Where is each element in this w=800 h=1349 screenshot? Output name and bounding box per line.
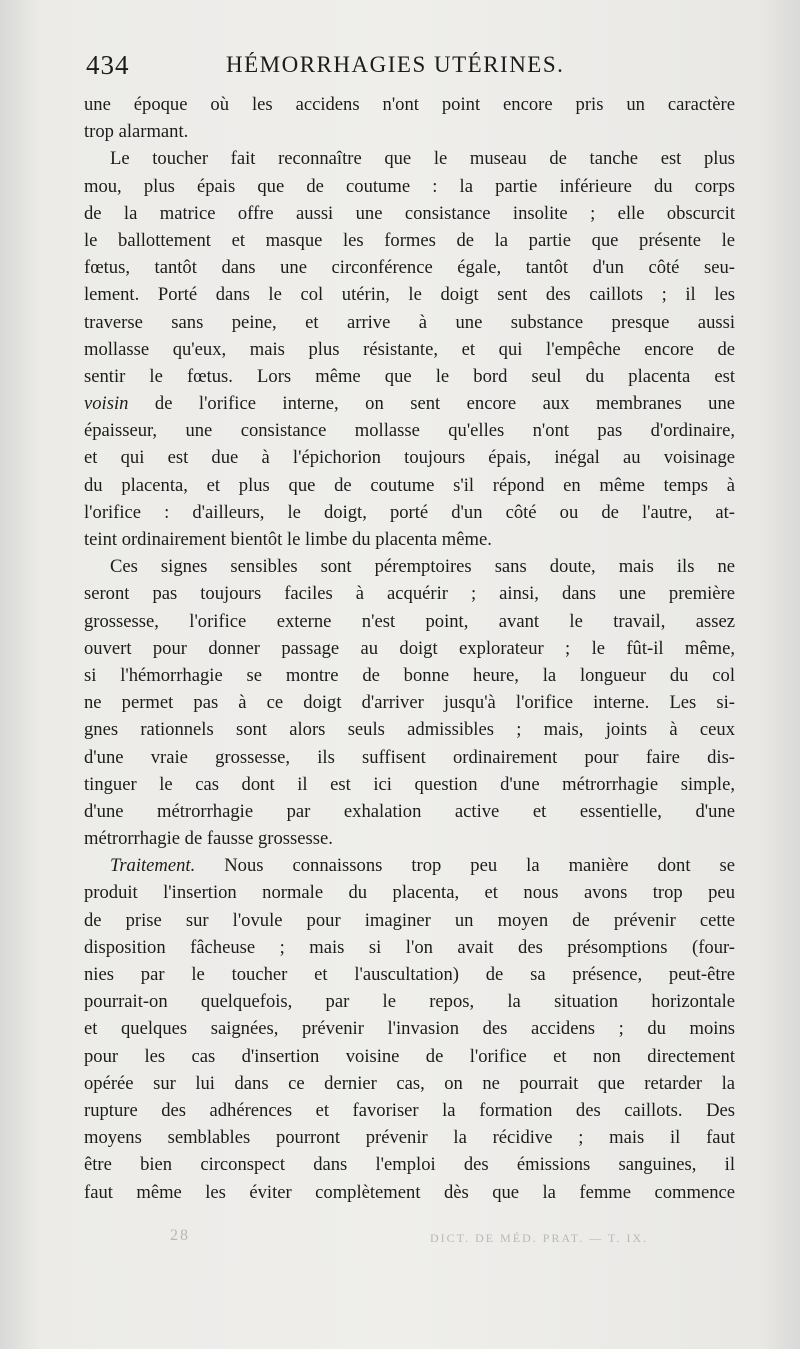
paragraph-start-line: Traitement. Nous connaissons trop peu la manière dont se: [110, 855, 735, 877]
text-line: gnes rationnels sont alors seuls admissibles ; mais, joints à ceux: [84, 719, 735, 741]
text-line: rupture des adhérences et favoriser la formation des caillots. Des: [84, 1099, 735, 1121]
text-line: grossesse, l'orifice externe n'est point, avant le travail, assez: [84, 610, 735, 632]
signature-text: DICT. DE MÉD. PRAT. — T. IX.: [430, 1231, 649, 1245]
signature-number: 28: [170, 1227, 190, 1244]
text-line: et qui est due à l'épichorion toujours épais, inégal au voisinage: [84, 447, 735, 469]
text-line: une époque où les accidens n'ont point encore pris un caractère: [84, 94, 735, 115]
text-line: opérée sur lui dans ce dernier cas, on ne pourrait que retarder la: [84, 1072, 735, 1094]
text-line: ouvert pour donner passage au doigt explorateur ; le fût-il même,: [84, 637, 735, 659]
text-line: si l'hémorrhagie se montre de bonne heure, la longueur du col: [84, 664, 735, 686]
text-line: traverse sans peine, et arrive à une substance presque aussi: [84, 311, 735, 333]
text-line: être bien circonspect dans l'emploi des émissions sanguines, il: [84, 1154, 735, 1176]
text-line: de prise sur l'ovule pour imaginer un moyen de prévenir cette: [84, 909, 735, 931]
text-line: mou, plus épais que de coutume : la partie inférieure du corps: [84, 175, 735, 197]
text-line: sentir le fœtus. Lors même que le bord seul du placenta est: [84, 365, 735, 387]
text-line: du placenta, et plus que de coutume s'il répond en même temps à: [84, 474, 735, 496]
text-line: le ballottement et masque les formes de la partie que présente le: [84, 229, 735, 251]
text-line: moyens semblables pourront prévenir la récidive ; mais il faut: [84, 1127, 735, 1149]
text-line: de la matrice offre aussi une consistance insolite ; elle obscurcit: [84, 202, 735, 224]
text-line: ne permet pas à ce doigt d'arriver jusqu'à l'orifice interne. Les si-: [84, 692, 735, 714]
page-header: [86, 50, 736, 86]
body-text: [84, 91, 735, 1206]
text-line: teint ordinairement bientôt le limbe du placenta même.: [84, 529, 492, 550]
text-line: faut même les éviter complètement dès que la femme commence: [84, 1181, 735, 1203]
text-line: épaisseur, une consistance mollasse qu'elles n'ont pas d'ordinaire,: [84, 420, 735, 442]
page-number: 434: [86, 50, 130, 80]
text-line: mollasse qu'eux, mais plus résistante, et qui l'empêche encore de: [84, 338, 735, 360]
paragraph-start-line: Le toucher fait reconnaître que le museau de tanche est plus: [110, 148, 735, 170]
text-line: d'une métrorrhagie par exhalation active et essentielle, d'une: [84, 800, 735, 822]
text-line: tinguer le cas dont il est ici question d'une métrorrhagie simple,: [84, 773, 735, 795]
text-line: voisin de l'orifice interne, on sent encore aux membranes une: [84, 393, 735, 415]
text-line: métrorrhagie de fausse grossesse.: [84, 828, 333, 850]
text-line: nies par le toucher et l'auscultation) de sa présence, peut-être: [84, 964, 735, 985]
text-line: seront pas toujours faciles à acquérir ; ainsi, dans une première: [84, 583, 735, 605]
text-line: l'orifice : d'ailleurs, le doigt, porté d'un côté ou de l'autre, at-: [84, 501, 735, 523]
text-line: disposition fâcheuse ; mais si l'on avait des présomptions (four-: [84, 936, 735, 958]
paragraph-start-line: Ces signes sensibles sont péremptoires sans doute, mais ils ne: [110, 556, 735, 578]
text-line: produit l'insertion normale du placenta, et nous avons trop peu: [84, 882, 735, 904]
text-line: lement. Porté dans le col utérin, le doigt sent des caillots ; il les: [84, 284, 735, 306]
text-line: fœtus, tantôt dans une circonférence égale, tantôt d'un côté seu-: [84, 257, 735, 279]
text-line: trop alarmant.: [84, 121, 189, 143]
running-title: HÉMORRHAGIES UTÉRINES.: [226, 52, 565, 77]
text-line: et quelques saignées, prévenir l'invasion des accidens ; du moins: [84, 1018, 735, 1040]
italic-word: voisin: [84, 393, 129, 415]
italic-word: Traitement.: [110, 855, 196, 877]
signature-footer: [160, 1227, 740, 1251]
text-line: pour les cas d'insertion voisine de l'orifice et non directement: [84, 1045, 735, 1067]
text-line: d'une vraie grossesse, ils suffisent ordinairement pour faire dis-: [84, 746, 735, 768]
text-line: pourrait-on quelquefois, par le repos, la situation horizontale: [84, 991, 735, 1013]
